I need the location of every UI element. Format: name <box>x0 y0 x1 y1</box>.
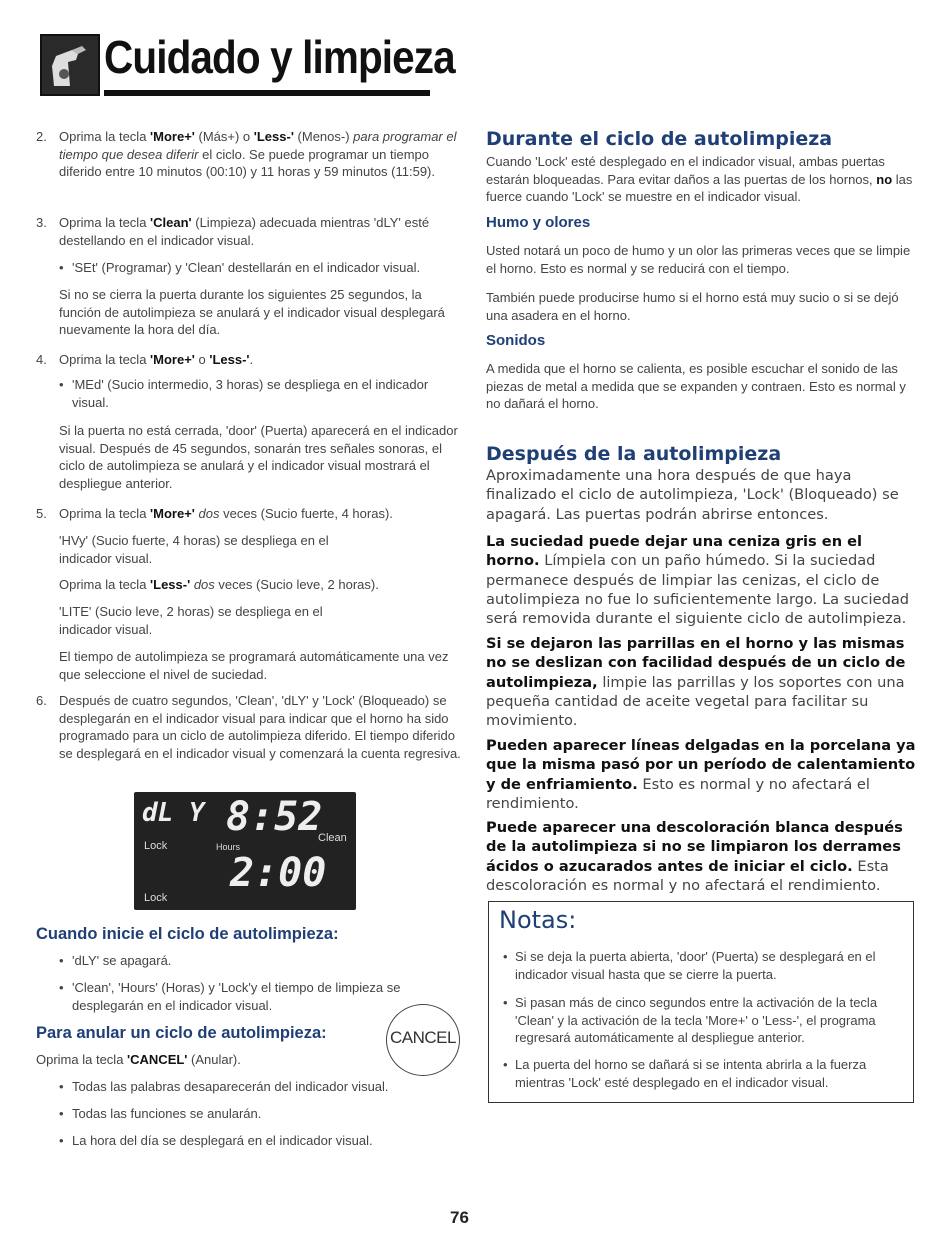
list-item: • 'dLY' se apagará. <box>60 952 460 970</box>
section-heading: Para anular un ciclo de autolimpieza: <box>36 1024 327 1042</box>
step-number: 3. <box>36 215 47 230</box>
list-item: • La puerta del horno se dañará si se intenta abrirla a la fuerza mientras 'Lock' esté desplegado en el indicador visual. <box>503 1056 903 1091</box>
step-note: 'LITE' (Sucio leve, 2 horas) se despliega en el indicador visual. <box>59 604 323 637</box>
step-4 <box>36 351 466 369</box>
subheading: Sonidos <box>486 332 546 349</box>
step-5 <box>36 505 466 523</box>
step-3 <box>36 214 466 249</box>
display-lock-label: Lock <box>144 840 168 852</box>
step-number: 5. <box>36 506 47 521</box>
paragraph: También puede producirse humo si el horno está muy sucio o si se dejó una asadera en el horno. <box>486 290 899 323</box>
list-item: • 'MEd' (Sucio intermedio, 3 horas) se despliega en el indicador visual. <box>60 376 460 411</box>
step-note: Oprima la tecla 'Less-' dos veces (Sucio leve, 2 horas). <box>59 577 379 592</box>
step-text: Oprima la tecla 'More+' o 'Less-'. <box>59 352 254 367</box>
paragraph: Si se dejaron las parrillas en el horno y las mismas no se deslizan con facilidad después de un ciclo de autolimpieza, limpie las parrillas y los soportes con una pequeña cantidad de aceite vegetal para facilitar su movimiento. <box>486 635 906 730</box>
paragraph: Pueden aparecer líneas delgadas en la porcelana ya que la misma pasó por un período de calentamiento y de enfriamiento. Esto es normal y no afectará el rendimiento. <box>486 737 916 812</box>
cancel-button-label: CANCEL <box>390 1028 456 1047</box>
step-number: 6. <box>36 693 47 708</box>
notes-box <box>488 901 914 1103</box>
display-dly: dL Y <box>142 798 205 828</box>
cancel-instruction: Oprima la tecla 'CANCEL' (Anular). <box>36 1052 241 1067</box>
step-text: Después de cuatro segundos, 'Clean', 'dLY' y 'Lock' (Bloqueado) se desplegarán en el indicador visual para indicar que el horno ha sido programado para un ciclo de autolimpieza diferido. El tiempo diferido se desplegará en el indicador visual y comenzará la cuenta regresiva. <box>59 693 461 761</box>
paragraph: Usted notará un poco de humo y un olor las primeras veces que se limpie el horno. Esto es normal y se reducirá con el tiempo. <box>486 243 911 276</box>
list-item: • Todas las funciones se anularán. <box>60 1105 460 1123</box>
list-item: • Si pasan más de cinco segundos entre la activación de la tecla 'Clean' y la activación de la tecla 'More+' o 'Less-', el programa regresará automáticamente al despliegue anterior. <box>503 994 903 1047</box>
step-note: 'HVy' (Sucio fuerte, 4 horas) se despliega en el indicador visual. <box>59 533 329 566</box>
step-number: 4. <box>36 352 47 367</box>
page-title: Cuidado y limpieza <box>104 31 455 83</box>
section-heading: Durante el ciclo de autolimpieza <box>486 128 833 150</box>
step-number: 2. <box>36 129 47 144</box>
list-item: • Todas las palabras desaparecerán del indicador visual. <box>60 1078 460 1096</box>
section-heading: Cuando inicie el ciclo de autolimpieza: <box>36 925 339 943</box>
display-time-2: 2:00 <box>230 850 327 896</box>
subheading: Humo y olores <box>486 214 591 231</box>
step-note: El tiempo de autolimpieza se programará automáticamente una vez que seleccione el nivel de suciedad. <box>59 649 449 682</box>
step-note: Si no se cierra la puerta durante los siguientes 25 segundos, la función de autolimpieza se anulará y el indicador visual desplegará nuevamente la hora del día. <box>59 287 445 337</box>
page-number: 76 <box>450 1208 469 1227</box>
paragraph: A medida que el horno se calienta, es posible escuchar el sonido de las piezas de metal a medida que se expanden y contraen. Esto es normal y no dañará el horno. <box>486 361 906 411</box>
step-text: Oprima la tecla 'More+' dos veces (Sucio fuerte, 4 horas). <box>59 506 393 521</box>
section-heading: Después de la autolimpieza <box>486 443 782 465</box>
step-2 <box>36 128 466 181</box>
cancel-button[interactable] <box>386 1004 460 1076</box>
step-text: Oprima la tecla 'More+' (Más+) o 'Less-' (Menos-) para programar el tiempo que desea diferir el ciclo. Se puede programar un tiempo diferido entre 10 minutos (00:10) y 11 horas y 59 minutos (11:59). <box>59 129 457 179</box>
oven-display <box>134 792 356 910</box>
list-item: • La hora del día se desplegará en el indicador visual. <box>60 1132 460 1150</box>
notes-title: Notas: <box>499 906 577 934</box>
paragraph: Cuando 'Lock' esté desplegado en el indicador visual, ambas puertas estarán bloqueadas. Para evitar daños a las puertas de los hornos, no las fuerce cuando 'Lock' se muestre en el indicador visual. <box>486 154 913 204</box>
step-note: Si la puerta no está cerrada, 'door' (Puerta) aparecerá en el indicador visual. Después de 45 segundos, sonarán tres señales sonoras, el ciclo de autolimpieza se anulará y el indicador visual mostrará el despliegue anterior. <box>59 423 458 491</box>
paragraph: Aproximadamente una hora después de que haya finalizado el ciclo de autolimpieza, 'Lock' (Bloqueado) se apagará. Las puertas podrán abrirse entonces. <box>486 467 899 523</box>
title-rule <box>104 90 430 96</box>
display-hours-label: Hours <box>216 842 241 852</box>
paragraph: La suciedad puede dejar una ceniza gris en el horno. Límpiela con un paño húmedo. Si la suciedad permanece después de limpiar las cenizas, el ciclo de autolimpieza no fue lo suficientemente largo. La suciedad será removida durante el siguiente ciclo de autolimpieza. <box>486 533 910 628</box>
list-item: • Si se deja la puerta abierta, 'door' (Puerta) se desplegará en el indicador visual hasta que se cierre la puerta. <box>503 948 903 983</box>
display-lock-label: Lock <box>144 892 168 904</box>
paragraph: Puede aparecer una descoloración blanca después de la autolimpieza si no se limpiaron los derrames ácidos o azucarados antes de iniciar el ciclo. Esta descoloración es normal y no afectará el rendimiento. <box>486 819 903 894</box>
step-text: Oprima la tecla 'Clean' (Limpieza) adecuada mientras 'dLY' esté destellando en el indicador visual. <box>59 215 430 248</box>
list-item: • 'SEt' (Programar) y 'Clean' destellarán en el indicador visual. <box>60 259 460 277</box>
list-item: • 'Clean', 'Hours' (Horas) y 'Lock'y el tiempo de limpieza se desplegarán en el indicador visual. <box>60 979 420 1014</box>
step-6 <box>36 692 466 762</box>
display-clean-label: Clean <box>318 832 347 844</box>
spray-bottle-icon <box>40 34 100 96</box>
display-time-1: 8:52 <box>226 794 323 840</box>
